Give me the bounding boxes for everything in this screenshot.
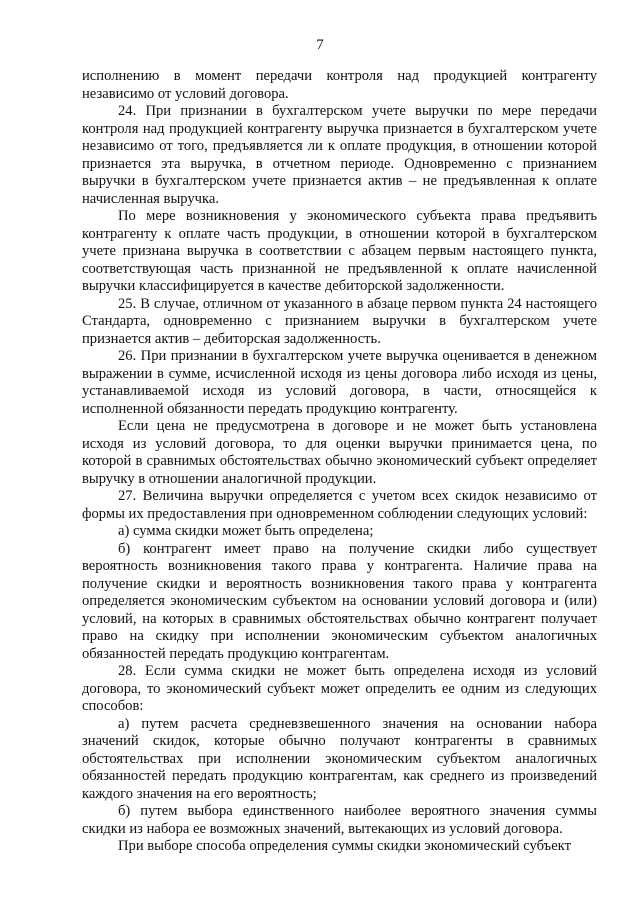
paragraph-27-item-b: б) контрагент имеет право на получение скидки либо существует вероятность возникновения такого права у контрагента. Наличие права на получение скидки и вероятность возникновения такого права у контрагента определяется экономическим субъектом на основании условий договора и (или) условий, на которых в сравнимых обстоятельствах обычно контрагент получает право на скидку при исполнении экономическим субъектом аналогичных обязанностей передать продукцию контрагентам. xyxy=(82,540,597,662)
body-text xyxy=(82,68,597,856)
page-number: 7 xyxy=(316,37,324,53)
paragraph-final: При выборе способа определения суммы скидки экономический субъект xyxy=(118,838,571,854)
paragraph-28: 28. Если сумма скидки не может быть определена исходя из условий договора, то экономический субъект может определить ее одним из следующих способов: xyxy=(82,663,597,714)
paragraph-26: 26. При признании в бухгалтерском учете выручка оценивается в денежном выражении в сумме, исчисленной исходя из цены договора либо исходя из цены, устанавливаемой исходя из условий договора, в части, относящейся к исполненной обязанности передать продукцию контрагенту. xyxy=(82,348,597,417)
paragraph-24: 24. При признании в бухгалтерском учете выручки по мере передачи контроля над продукцией контрагенту выручка признается в бухгалтерском учете независимо от того, предъявляется ли к оплате продукция, в отношении которой признается эта выручка, в отчетном периоде. Одновременно с признанием выручки в бухгалтерском учете признается актив – не предъявленная к оплате начисленная выручка. xyxy=(82,103,597,207)
paragraph-27-item-a: а) сумма скидки может быть определена; xyxy=(118,523,374,539)
paragraph-25: 25. В случае, отличном от указанного в абзаце первом пункта 24 настоящего Стандарта, одновременно с признанием выручки в бухгалтерском учете признается актив – дебиторская задолженность. xyxy=(82,295,597,347)
paragraph-26-second: Если цена не предусмотрена в договоре и не может быть установлена исходя из условий договора, то для оценки выручки принимается цена, по которой в сравнимых обстоятельствах обычно экономический субъект определяет выручку в отношении аналогичной продукции. xyxy=(82,418,597,487)
paragraph-27: 27. Величина выручки определяется с учетом всех скидок независимо от формы их предоставления при одновременном соблюдении следующих условий: xyxy=(82,488,597,522)
paragraph-28-item-b: б) путем выбора единственного наиболее вероятного значения суммы скидки из набора ее возможных значений, вытекающих из условий договора. xyxy=(82,803,597,837)
paragraph-28-item-a: а) путем расчета средневзвешенного значения на основании набора значений скидок, которые обычно получают контрагенты в сравнимых обстоятельствах при исполнении экономическим субъектом аналогичных обязанностей передать продукцию контрагентам, как среднего из произведений каждого значения на его вероятность; xyxy=(82,715,597,802)
paragraph-24-second: По мере возникновения у экономического субъекта права предъявить контрагенту к оплате часть продукции, в отношении которой в бухгалтерском учете признана выручка в соответствии с абзацем первым настоящего пункта, соответствующая часть признанной не предъявленной к оплате начисленной выручки классифицируется в качестве дебиторской задолженности. xyxy=(82,208,597,294)
paragraph-continuation: исполнению в момент передачи контроля над продукцией контрагенту независимо от условий договора. xyxy=(82,68,597,102)
